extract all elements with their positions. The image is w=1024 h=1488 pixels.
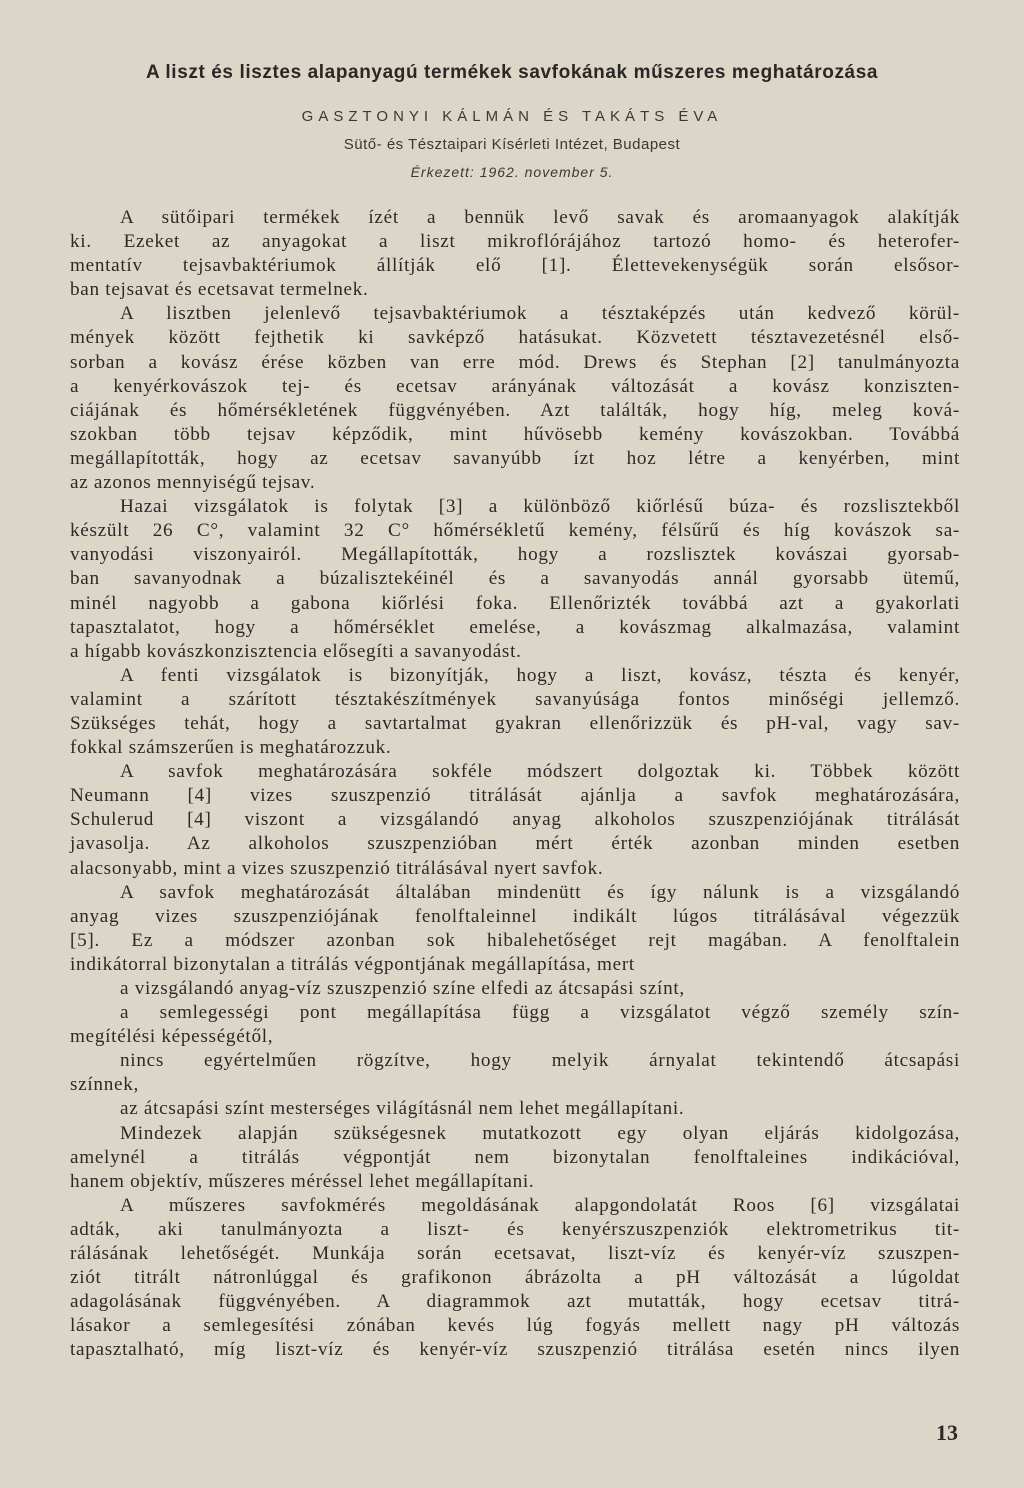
body-line: megítélési képességétől, (70, 1026, 274, 1048)
body-line: rálásának lehetőségét. Munkája során ecetsavat, liszt-víz és kenyér-víz szuszpen- (70, 1243, 960, 1265)
body-line: tapasztalható, míg liszt-víz és kenyér-víz szuszpenzió titrálása esetén nincs ilyen (70, 1339, 960, 1361)
body-line: javasolja. Az alkoholos szuszpenzióban mért érték azonban minden esetben (70, 833, 960, 855)
body-line: készült 26 C°, valamint 32 C° hőmérsékletű kemény, félsűrű és híg kovászok sa- (70, 520, 960, 542)
body-line: adagolásának függvényében. A diagrammok azt mutatták, hogy ecetsav titrá- (70, 1291, 960, 1313)
body-line: hanem objektív, műszeres méréssel lehet megállapítani. (70, 1170, 535, 1192)
body-line: [5]. Ez a módszer azonban sok hibalehetőséget rejt magában. A fenolftalein (70, 929, 960, 951)
body-line: Szükséges tehát, hogy a savtartalmat gyakran ellenőrizzük és pH-val, vagy sav- (70, 712, 960, 734)
body-line: ban savanyodnak a búzalisztekéinél és a savanyodás annál gyorsabb ütemű, (70, 568, 960, 590)
body-line: mények között fejthetik ki savképző hatásukat. Közvetett tésztavezetésnél első- (70, 327, 960, 349)
body-line: az azonos mennyiségű tejsav. (70, 472, 316, 494)
body-line: alacsonyabb, mint a vizes szuszpenzió titrálásával nyert savfok. (70, 857, 604, 879)
body-line: nincs egyértelműen rögzítve, hogy melyik árnyalat tekintendő átcsapási (120, 1050, 960, 1072)
page-number: 13 (936, 1420, 958, 1445)
body-line: Neumann [4] vizes szuszpenzió titrálását ajánlja a savfok meghatározására, (70, 785, 960, 807)
body-line: vanyodási viszonyairól. Megállapították, hogy a rozslisztek kovászai gyorsab- (70, 544, 960, 566)
author-affiliation: Sütő- és Tésztaipari Kísérleti Intézet, Budapest (343, 136, 681, 153)
body-line: mentatív tejsavbaktériumok állítják elő [1]. Élettevekenységük során elsősor- (70, 255, 960, 277)
body-line: szokban több tejsav képződik, mint hűvösebb kemény kovászokban. Továbbá (70, 423, 960, 445)
body-line: megállapították, hogy az ecetsav savanyúbb ízt hoz létre a kenyérben, mint (70, 447, 960, 469)
body-line: Schulerud [4] viszont a vizsgálandó anyag alkoholos szuszpenziójának titrálását (70, 809, 960, 831)
body-line: a hígabb kovászkonzisztencia elősegíti a savanyodást. (70, 640, 522, 662)
body-line: A műszeres savfokmérés megoldásának alapgondolatát Roos [6] vizsgálatai (120, 1194, 960, 1216)
body-line: a vizsgálandó anyag-víz szuszpenzió színe elfedi az átcsapási színt, (120, 978, 685, 999)
article-authors: GASZTONYI KÁLMÁN ÉS TAKÁTS ÉVA (301, 108, 723, 125)
article-body (70, 206, 960, 1363)
body-line: ki. Ezeket az anyagokat a liszt mikroflórájához tartozó homo- és heterofer- (70, 231, 960, 253)
body-line: sorban a kovász érése közben van erre mód. Drews és Stephan [2] tanulmányozta (70, 351, 960, 373)
body-line: fokkal számszerűen is meghatározzuk. (70, 737, 392, 759)
body-line: a semlegességi pont megállapítása függ a vizsgálatot végző személy szín- (120, 1002, 960, 1024)
received-date: Érkezett: 1962. november 5. (410, 164, 614, 180)
body-line: A fenti vizsgálatok is bizonyítják, hogy a liszt, kovász, tészta és kenyér, (120, 664, 960, 686)
body-line: színnek, (70, 1074, 140, 1096)
body-line: adták, aki tanulmányozta a liszt- és kenyérszuszpenziók elektrometrikus tit- (70, 1218, 960, 1240)
body-line: tapasztalatot, hogy a hőmérséklet emelése, a kovászmag alkalmazása, valamint (70, 616, 960, 638)
body-line: ban tejsavat és ecetsavat termelnek. (70, 279, 369, 301)
body-line: A sütőipari termékek ízét a bennük levő savak és aromaanyagok alakítják (120, 207, 960, 228)
body-line: minél nagyobb a gabona kiőrlési foka. Ellenőrizték továbbá azt a gyakorlati (70, 592, 960, 614)
body-line: A lisztben jelenlevő tejsavbaktériumok a tésztaképzés után kedvező körül- (120, 303, 960, 325)
body-line: lásakor a semlegesítési zónában kevés lúg fogyás mellett nagy pH változás (70, 1315, 960, 1337)
body-line: az átcsapási színt mesterséges világításnál nem lehet megállapítani. (120, 1098, 685, 1120)
body-line: ciájának és hőmérsékletének függvényében. Azt találták, hogy híg, meleg ková- (70, 399, 960, 421)
body-line: indikátorral bizonytalan a titrálás végpontjának megállapítása, mert (70, 953, 635, 975)
body-line: a kenyérkovászok tej- és ecetsav arányának változását a kovász konziszten- (70, 375, 960, 397)
article-title: A liszt és lisztes alapanyagú termékek savfokának műszeres meghatározása (145, 62, 879, 83)
body-line: amelynél a titrálás végpontját nem bizonytalan fenolftaleines indikációval, (70, 1146, 960, 1168)
body-line: Hazai vizsgálatok is folytak [3] a különböző kiőrlésű búza- és rozslisztekből (120, 496, 960, 518)
body-line: Mindezek alapján szükségesnek mutatkozott egy olyan eljárás kidolgozása, (120, 1122, 960, 1144)
body-line: anyag vizes szuszpenziójának fenolftaleinnel indikált lúgos titrálásával végezzük (70, 905, 960, 927)
body-line: A savfok meghatározását általában mindenütt és így nálunk is a vizsgálandó (120, 881, 960, 903)
body-line: A savfok meghatározására sokféle módszert dolgoztak ki. Többek között (120, 761, 960, 783)
body-line: valamint a szárított tésztakészítmények savanyúsága fontos minőségi jellemző. (70, 688, 960, 710)
body-line: ziót titrált nátronlúggal és grafikonon ábrázolta a pH változását a lúgoldat (70, 1267, 960, 1289)
